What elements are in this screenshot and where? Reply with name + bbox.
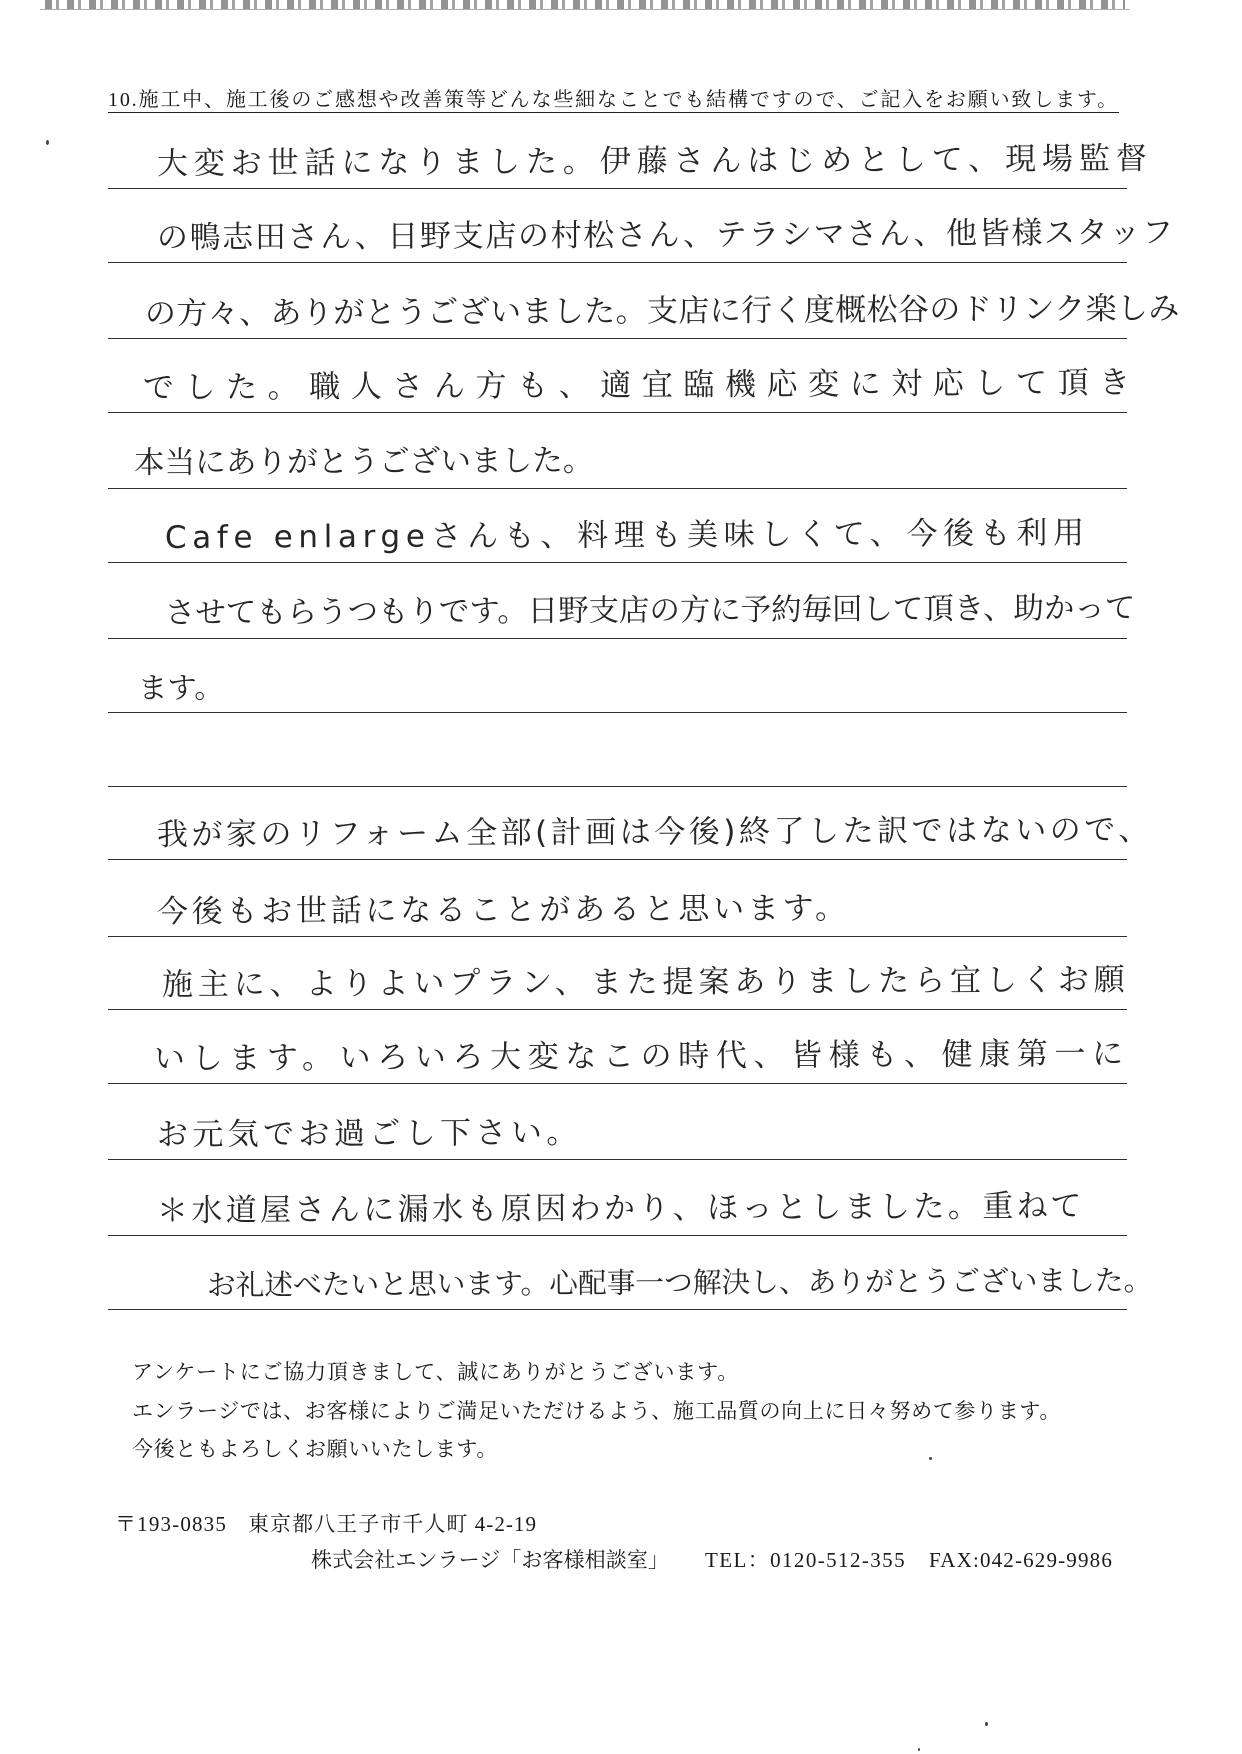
handwritten-text: いします。いろいろ大変なこの時代、皆様も、健康第一に <box>153 1035 1130 1077</box>
ruled-line <box>108 1159 1127 1160</box>
postal-code <box>115 1511 227 1537</box>
handwritten-text: お礼述べたいと思います。心配事一つ解決し、ありがとうございました。 <box>206 1263 1153 1302</box>
ruled-line <box>108 412 1127 413</box>
handwritten-line <box>156 811 1153 855</box>
question-text: 10.施工中、施工後のご感想や改善策等どんな些細なことでも結構ですので、ご記入をお願い致します。 <box>108 89 1119 111</box>
ruled-line <box>108 712 1127 713</box>
ruled-line <box>108 936 1127 937</box>
handwritten-line <box>164 590 1136 634</box>
handwritten-text: させてもらうつもりです。日野支店の方に予約毎回して頂き、助かって <box>164 590 1136 632</box>
company-address-text: 東京都八王子市千人町 4-2-19 <box>248 1512 537 1536</box>
closing-text: 今後ともよろしくお願いいたします。 <box>132 1437 498 1461</box>
ruled-line <box>108 188 1127 189</box>
scan-speck <box>985 1722 988 1726</box>
handwritten-text: ＊水道屋さんに漏水も原因わかり、ほっとしました。重ねて <box>156 1188 1085 1229</box>
handwritten-line <box>164 515 1090 558</box>
handwritten-line <box>138 668 224 708</box>
closing-text: アンケートにご協力頂きまして、誠にありがとうございます。 <box>132 1360 739 1384</box>
ruled-line <box>108 638 1127 639</box>
company-address <box>248 1511 537 1537</box>
scan-speck <box>918 1748 920 1751</box>
handwritten-text: お元気でお過ごし下さい。 <box>156 1114 582 1153</box>
handwritten-line <box>134 444 594 484</box>
ruled-line <box>108 262 1127 263</box>
handwritten-text: ます。 <box>137 670 224 706</box>
ruled-line <box>108 859 1127 860</box>
handwritten-text: の鴨志田さん、日野支店の村松さん、テラシマさん、他皆様スタッフ <box>156 214 1175 257</box>
handwritten-text: 施主に、よりよいプラン、また提案ありましたら宜しくお願 <box>161 961 1130 1003</box>
company-tel <box>705 1547 906 1573</box>
handwritten-line <box>156 1188 1085 1231</box>
company-fax-text: FAX:042-629-9986 <box>929 1548 1113 1572</box>
scan-edge-artifact <box>45 0 1125 9</box>
closing-line <box>132 1436 498 1462</box>
scan-edge-line <box>40 9 1130 10</box>
ruled-line <box>108 338 1127 339</box>
scan-speck <box>46 140 49 145</box>
postal-code-text: 〒193-0835 <box>115 1512 227 1536</box>
handwritten-text: の方々、ありがとうございました。支店に行く度概松谷のドリンク楽しみ <box>144 290 1180 333</box>
company-tel-text: TEL：0120-512-355 <box>705 1548 906 1572</box>
ruled-line <box>108 786 1127 787</box>
closing-line <box>132 1359 739 1385</box>
handwritten-line <box>156 214 1175 258</box>
ruled-line <box>108 488 1127 489</box>
handwritten-text: でした。職人さん方も、適宜臨機応変に対応して頂き <box>142 364 1141 407</box>
handwritten-line <box>156 140 1153 184</box>
handwritten-text: 今後もお世話になることがあると思います。 <box>156 890 850 930</box>
handwritten-text: 大変お世話になりました。伊藤さんはじめとして、現場監督 <box>156 140 1153 183</box>
ruled-line <box>108 562 1127 563</box>
handwritten-line <box>144 290 1180 334</box>
closing-text: エンラージでは、お客様によりご満足いただけるよう、施工品質の向上に日々努めて参ります。 <box>132 1399 1061 1423</box>
ruled-line <box>108 1009 1127 1010</box>
handwritten-text: Cafe enlargeさんも、料理も美味しくて、今後も利用 <box>164 515 1090 556</box>
closing-line <box>132 1398 1061 1424</box>
ruled-line <box>108 1083 1127 1084</box>
ruled-line <box>108 1235 1127 1236</box>
handwritten-text: 我が家のリフォーム全部(計画は今後)終了した訳ではないので、 <box>156 811 1153 853</box>
handwritten-line <box>142 364 1141 408</box>
company-name-text: 株式会社エンラージ「お客様相談室」 <box>311 1548 669 1572</box>
scan-speck <box>929 1457 932 1460</box>
company-fax <box>929 1547 1113 1573</box>
ruled-line <box>108 1309 1127 1310</box>
handwritten-line <box>157 1115 582 1155</box>
handwritten-line <box>207 1265 1153 1305</box>
handwritten-line <box>161 961 1130 1005</box>
handwritten-line <box>157 892 850 932</box>
handwritten-line <box>153 1035 1130 1079</box>
company-name <box>311 1547 669 1573</box>
question-heading <box>108 88 1119 113</box>
handwritten-text: 本当にありがとうございました。 <box>133 443 594 482</box>
